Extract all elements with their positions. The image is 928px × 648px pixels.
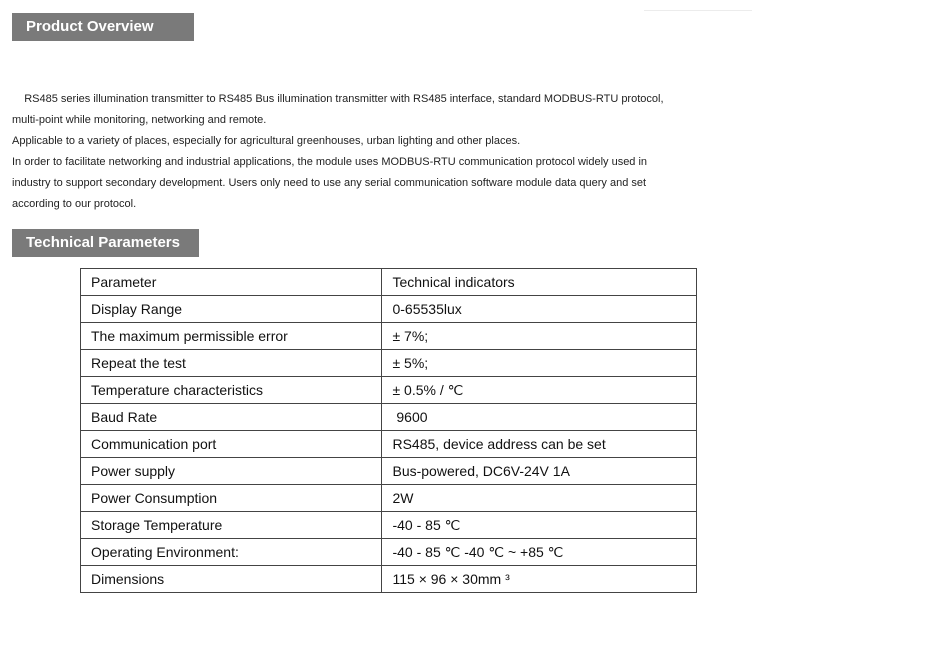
parameter-cell: Dimensions (81, 566, 382, 593)
value-cell: RS485, device address can be set (382, 431, 697, 458)
table-row (81, 431, 697, 458)
table-row (81, 323, 697, 350)
parameter-cell: Display Range (81, 296, 382, 323)
overview-line: multi-point while monitoring, networking and remote. (12, 114, 267, 126)
overview-line: In order to facilitate networking and industrial applications, the module uses MODBUS-RTU communication protocol widely used in (12, 156, 648, 168)
top-divider (644, 10, 752, 11)
overview-line: according to our protocol. (12, 198, 137, 210)
value-cell: Bus-powered, DC6V-24V 1A (382, 458, 697, 485)
table-row (81, 296, 697, 323)
table-row (81, 377, 697, 404)
table-row (81, 566, 697, 593)
value-cell: ± 0.5% / ℃ (382, 377, 697, 404)
table-header-row (81, 269, 697, 296)
technical-parameters-heading: Technical Parameters (12, 229, 199, 257)
parameter-cell: Temperature characteristics (81, 377, 382, 404)
overview-line: industry to support secondary development. Users only need to use any serial communication software module data query and set (12, 177, 647, 189)
value-cell: 0-65535lux (382, 296, 697, 323)
value-cell: ± 5%; (382, 350, 697, 377)
parameter-cell: Communication port (81, 431, 382, 458)
value-cell: ± 7%; (382, 323, 697, 350)
table-row (81, 350, 697, 377)
value-cell: 9600 (382, 404, 697, 431)
parameter-cell: Power Consumption (81, 485, 382, 512)
overview-line: Applicable to a variety of places, especially for agricultural greenhouses, urban lighting and other places. (12, 135, 521, 147)
parameter-cell: Storage Temperature (81, 512, 382, 539)
product-overview-heading: Product Overview (12, 13, 194, 41)
table-row (81, 539, 697, 566)
table-row (81, 404, 697, 431)
parameter-cell: The maximum permissible error (81, 323, 382, 350)
value-cell: -40 - 85 ℃ -40 ℃ ~ +85 ℃ (382, 539, 697, 566)
parameter-cell: Repeat the test (81, 350, 382, 377)
parameter-cell: Operating Environment: (81, 539, 382, 566)
parameter-cell: Baud Rate (81, 404, 382, 431)
header-value-cell: Technical indicators (382, 269, 697, 296)
table-row (81, 512, 697, 539)
overview-line: RS485 series illumination transmitter to RS485 Bus illumination transmitter with RS485 interface, standard MODBUS-RTU protocol, (12, 93, 664, 105)
parameter-cell: Power supply (81, 458, 382, 485)
header-parameter-cell: Parameter (81, 269, 382, 296)
overview-description (12, 89, 772, 215)
table-row (81, 485, 697, 512)
value-cell: -40 - 85 ℃ (382, 512, 697, 539)
table-row (81, 458, 697, 485)
value-cell: 2W (382, 485, 697, 512)
value-cell: 115 × 96 × 30mm ³ (382, 566, 697, 593)
technical-parameters-table (80, 268, 697, 593)
